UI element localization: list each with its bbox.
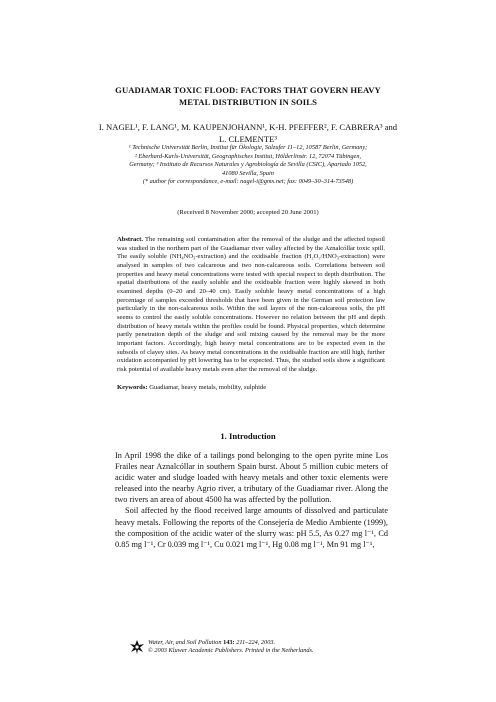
- abstract-text: The remaining soil contamination after the removal of the sludge and the affected topsoil was studied in the northern part of the Guadiamar river valley affected by the Aznalcóllar toxic spill. The easily soluble (NH₄NO₃-extraction) and the oxidisable fraction (H₂O₂/HNO₃-extraction) were analysed in samples of two calcareous and two non-calcareous soils. Correlations between soil properties and heavy metal concentrations were tested with special respect to depth distribution. The spatial distributions of the easily soluble and the oxidisable fraction were highly skewed in both examined depths (0–20 and 20–40 cm). Easily soluble heavy metal concentrations of a high percentage of samples exceeded thresholds that have been given in the German soil protection law particularly in the non-calcareous soils. Within the soil layers of the non-calcareous soils, the pH seems to control the easily soluble concentrations. However no relation between the pH and depth distribution of heavy metals within the profiles could be found. Physical properties, which determine partly penetration depth of the sludge and soil mixing caused by the removal may be the more important factors. Accordingly, high heavy metal concentrations are to be expected even in the subsoils of clayey sites. As heavy metal concentrations in the oxidisable fraction are still high, further oxidation accompanied by pH lowering has to be expected. Thus, the studied soils show a significant risk potential of available heavy metals even after the removal of the sludge.: [117, 236, 385, 373]
- author-list: [95, 122, 401, 145]
- section-heading: 1. Introduction: [220, 431, 276, 441]
- authors-line-2: L. CLEMENTE³: [219, 133, 277, 144]
- journal-pages: 211–224, 2003.: [236, 639, 276, 646]
- affiliation-line-3: Germany; ³ Instituto de Recursos Naturales y Agrobiología de Sevilla (CSIC), Apartado 1052,: [129, 161, 367, 169]
- authors-line-1: I. NAGEL¹, F. LANG¹, M. KAUPENJOHANN¹, K-H. PFEFFER², F. CABRERA³ and: [98, 122, 398, 132]
- body-text: [115, 450, 388, 550]
- journal-footer: [148, 639, 408, 656]
- journal-citation: [148, 639, 408, 647]
- journal-volume: 143:: [223, 639, 235, 646]
- abstract: [117, 236, 385, 375]
- paper-title: [90, 84, 406, 108]
- affiliation-line-4: 41080 Sevilla, Spain: [222, 169, 274, 177]
- correspondence-note: (* author for correspondance, e-mail: nagel-i@gmx.net; fax: 0049–30–314-73548): [142, 178, 354, 186]
- title-line-1: GUADIAMAR TOXIC FLOOD: FACTORS THAT GOVERN HEAVY: [115, 85, 381, 95]
- publisher-logo-icon: [128, 638, 146, 656]
- received-dates: (Received 8 November 2000; accepted 20 June 2001): [177, 209, 319, 216]
- journal-name: Water, Air, and Soil Pollution: [148, 639, 222, 646]
- paragraph-1: In April 1998 the dike of a tailings pond belonging to the open pyrite mine Los Frailes near Aznalcóllar in southern Spain burst. About 5 million cubic meters of acidic water and sludge loaded with heavy metals and other toxic elements were released into the nearby Agrio river, a tributary of the Guadiamar river. Along the two rivers an area of about 4500 ha was affected by the pollution.: [115, 451, 388, 505]
- keywords-label: Keywords:: [117, 384, 148, 391]
- title-line-2: METAL DISTRIBUTION IN SOILS: [179, 97, 317, 107]
- keywords: [117, 383, 385, 392]
- keywords-text: Guadiamar, heavy metals, mobility, sulphide: [149, 384, 267, 391]
- copyright-line: © 2003 Kluwer Academic Publishers. Printed in the Netherlands.: [148, 647, 314, 655]
- affiliations: [95, 144, 401, 187]
- paragraph-2: Soil affected by the flood received large amounts of dissolved and particulate heavy metals. Following the reports of the Consejería de Medio Ambiente (1999), the composition of the acidic water of the slurry was: pH 5.5, As 0.27 mg l⁻¹, Cd 0.85 mg l⁻¹, Cr 0.039 mg l⁻¹, Cu 0.021 mg l⁻¹, Hg 0.08 mg l⁻¹, Mn 91 mg l⁻¹,: [115, 506, 388, 549]
- affiliation-line-1: ¹ Technische Universität Berlin, Institut für Ökologie, Salzufer 11–12, 10587 Berlin, Germany;: [128, 144, 368, 151]
- affiliation-line-2: ² Eberhard-Karls-Universität, Geographisches Institut, Hölderlinstr. 12, 72074 Tübingen,: [134, 152, 362, 160]
- abstract-label: Abstract.: [117, 236, 143, 243]
